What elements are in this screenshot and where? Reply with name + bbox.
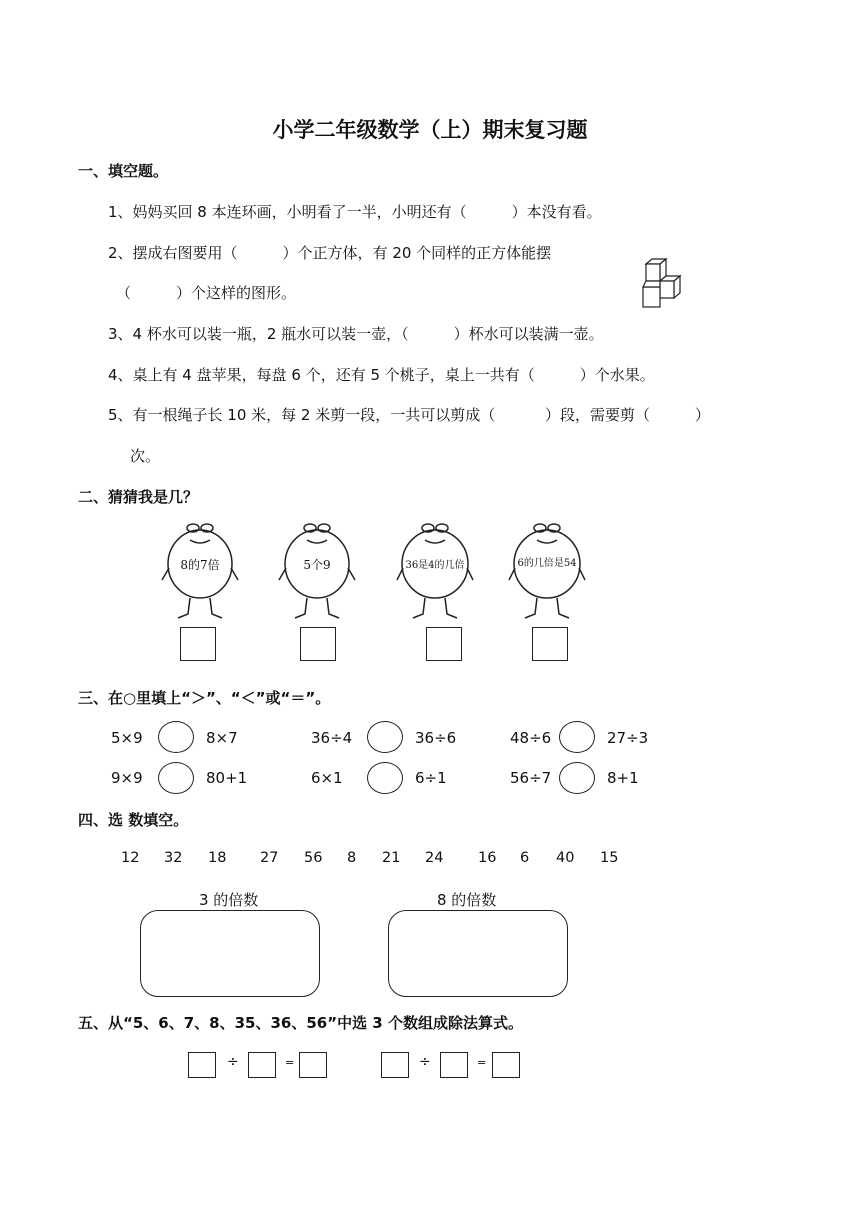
compare-right: 6÷1 bbox=[415, 769, 447, 787]
number-item: 21 bbox=[382, 850, 401, 866]
compare-right: 8+1 bbox=[607, 769, 639, 787]
compare-circle[interactable] bbox=[559, 721, 595, 753]
number-item: 15 bbox=[600, 850, 619, 866]
number-item: 8 bbox=[347, 850, 357, 866]
compare-left: 48÷6 bbox=[510, 729, 552, 747]
compare-circle[interactable] bbox=[367, 762, 403, 794]
multiples-of-8-box[interactable] bbox=[388, 910, 568, 997]
compare-right: 8×7 bbox=[206, 729, 238, 747]
quotient-box-1[interactable] bbox=[299, 1052, 327, 1078]
compare-left: 5×9 bbox=[111, 729, 143, 747]
character-drawing bbox=[507, 514, 587, 624]
compare-right: 27÷3 bbox=[607, 729, 649, 747]
divisor-box-1[interactable] bbox=[248, 1052, 276, 1078]
number-item: 27 bbox=[260, 850, 279, 866]
question-5-line-2: 次。 bbox=[130, 447, 161, 465]
compare-right: 36÷6 bbox=[415, 729, 457, 747]
question-5-line-1: 5、有一根绳子长 10 米，每 2 米剪一段，一共可以剪成（ ）段，需要剪（ ） bbox=[108, 406, 711, 424]
number-item: 32 bbox=[164, 850, 183, 866]
section-3-heading: 三、在○里填上“＞”、“＜”或“＝”。 bbox=[78, 689, 331, 707]
section-5-heading: 五、从“5、6、7、8、35、36、56”中选 3 个数组成除法算式。 bbox=[78, 1014, 523, 1032]
answer-box-3[interactable] bbox=[426, 627, 462, 661]
compare-left: 56÷7 bbox=[510, 769, 552, 787]
answer-box-2[interactable] bbox=[300, 627, 336, 661]
compare-circle[interactable] bbox=[158, 721, 194, 753]
dividend-box-1[interactable] bbox=[188, 1052, 216, 1078]
multiples-of-3-box[interactable] bbox=[140, 910, 320, 997]
compare-left: 9×9 bbox=[111, 769, 143, 787]
character-label: 6的几倍是54 bbox=[517, 558, 577, 569]
section-4-heading: 四、选 数填空。 bbox=[78, 811, 189, 829]
compare-circle[interactable] bbox=[559, 762, 595, 794]
character-label: 8的7倍 bbox=[180, 558, 220, 572]
compare-left: 6×1 bbox=[311, 769, 343, 787]
question-1: 1、妈妈买回 8 本连环画，小明看了一半，小明还有（ ）本没有看。 bbox=[108, 203, 602, 221]
divisor-box-2[interactable] bbox=[440, 1052, 468, 1078]
equals-sign: = bbox=[477, 1056, 487, 1069]
section-1-heading: 一、填空题。 bbox=[78, 162, 169, 180]
number-item: 16 bbox=[478, 850, 497, 866]
division-sign: ÷ bbox=[227, 1054, 239, 1070]
answer-box-4[interactable] bbox=[532, 627, 568, 661]
box-1-label: 3 的倍数 bbox=[199, 891, 259, 909]
number-item: 6 bbox=[520, 850, 530, 866]
number-item: 18 bbox=[208, 850, 227, 866]
equals-sign: = bbox=[285, 1056, 295, 1069]
compare-circle[interactable] bbox=[367, 721, 403, 753]
question-4: 4、桌上有 4 盘苹果，每盘 6 个，还有 5 个桃子，桌上一共有（ ）个水果。 bbox=[108, 366, 655, 384]
answer-box-1[interactable] bbox=[180, 627, 216, 661]
compare-right: 80+1 bbox=[206, 769, 248, 787]
box-2-label: 8 的倍数 bbox=[437, 891, 497, 909]
number-item: 24 bbox=[425, 850, 444, 866]
section-2-heading: 二、猜猜我是几？ bbox=[78, 488, 199, 506]
character-figure-3 bbox=[395, 514, 475, 624]
question-2-line-1: 2、摆成右图要用（ ）个正方体，有 20 个同样的正方体能摆 bbox=[108, 244, 552, 262]
page-title: 小学二年级数学（上）期末复习题 bbox=[272, 118, 588, 142]
number-item: 12 bbox=[121, 850, 140, 866]
quotient-box-2[interactable] bbox=[492, 1052, 520, 1078]
number-item: 40 bbox=[556, 850, 575, 866]
character-figure-2 bbox=[277, 514, 357, 624]
character-label: 36是4的几倍 bbox=[405, 560, 465, 571]
character-figure-1 bbox=[160, 514, 240, 624]
character-label: 5个9 bbox=[303, 558, 331, 572]
compare-left: 36÷4 bbox=[311, 729, 353, 747]
character-figure-4 bbox=[507, 514, 587, 624]
question-3: 3、4 杯水可以装一瓶，2 瓶水可以装一壶，（ ）杯水可以装满一壶。 bbox=[108, 325, 604, 343]
number-item: 56 bbox=[304, 850, 323, 866]
compare-circle[interactable] bbox=[158, 762, 194, 794]
question-2-line-2: （ ）个这样的图形。 bbox=[116, 284, 297, 302]
division-sign: ÷ bbox=[419, 1054, 431, 1070]
dividend-box-2[interactable] bbox=[381, 1052, 409, 1078]
cube-stack-figure bbox=[638, 256, 690, 310]
